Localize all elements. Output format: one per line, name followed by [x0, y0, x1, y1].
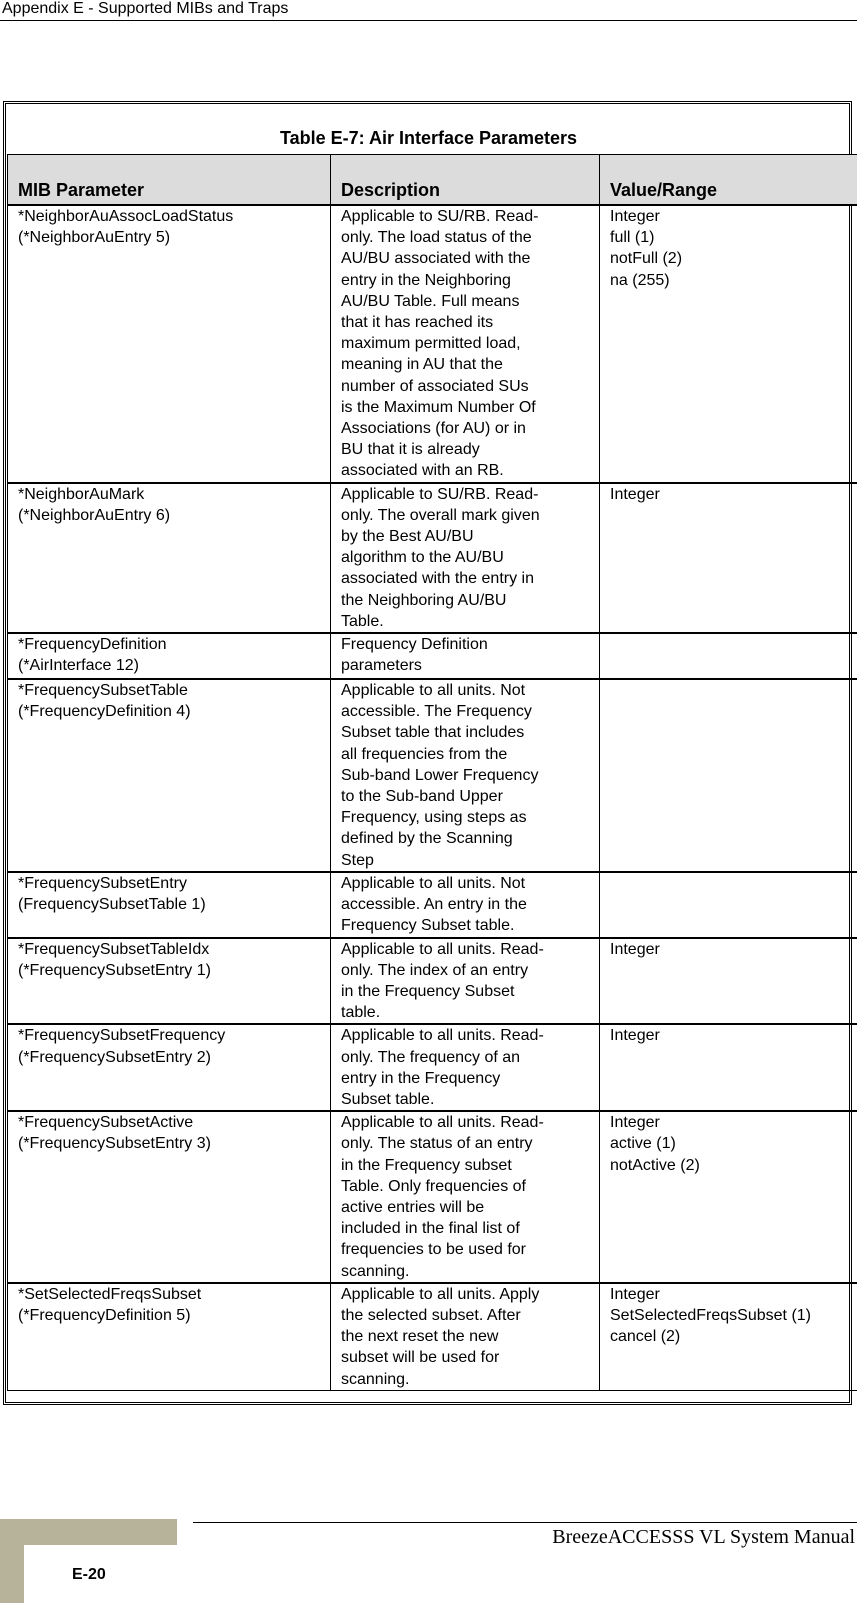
footer-rule	[193, 1522, 857, 1523]
value-range-line: notActive (2)	[610, 1156, 700, 1174]
description-line: Applicable to all units. Not	[341, 682, 526, 700]
description-line: meaning in AU that the	[341, 356, 503, 374]
description-line: AU/BU Table. Full means	[341, 292, 520, 310]
description-cell	[331, 1283, 600, 1391]
value-range-line: cancel (2)	[610, 1328, 681, 1346]
description-line: frequencies to be used for	[341, 1241, 527, 1259]
table-row	[8, 483, 857, 633]
description-line: Applicable to SU/RB. Read-	[341, 485, 539, 503]
value-range-cell	[600, 872, 857, 938]
mib-parameter-line: *FrequencyDefinition	[18, 636, 167, 654]
mib-parameter-line: (FrequencySubsetTable 1)	[18, 896, 206, 914]
description-line: only. The frequency of an	[341, 1048, 521, 1066]
value-range-line: Integer	[610, 1027, 660, 1045]
description-line: that it has reached its	[341, 314, 494, 332]
description-cell	[331, 205, 600, 483]
description-line: Applicable to all units. Not	[341, 874, 526, 892]
value-range-line: Integer	[610, 1285, 660, 1303]
description-line: included in the final list of	[341, 1220, 520, 1238]
mib-parameter-line: *FrequencySubsetFrequency	[18, 1027, 226, 1045]
value-range-cell	[600, 1283, 857, 1391]
description-line: the Neighboring AU/BU	[341, 591, 507, 609]
running-header: Appendix E - Supported MIBs and Traps	[0, 0, 857, 21]
description-line: in the Frequency Subset	[341, 982, 515, 1000]
table-row	[8, 1024, 857, 1111]
footer-accent-side	[0, 1545, 24, 1603]
value-range-line: notFull (2)	[610, 250, 683, 268]
description-line: scanning.	[341, 1370, 410, 1388]
description-line: to the Sub-band Upper	[341, 788, 503, 806]
description-line: only. The status of an entry	[341, 1135, 533, 1153]
description-line: parameters	[341, 657, 422, 675]
table-row	[8, 872, 857, 938]
description-line: only. The overall mark given	[341, 506, 540, 524]
value-range-line: active (1)	[610, 1135, 676, 1153]
mib-parameter-line: *SetSelectedFreqsSubset	[18, 1285, 202, 1303]
description-cell	[331, 872, 600, 938]
footer-manual-title: BreezeACCESSS VL System Manual	[552, 1526, 855, 1548]
description-line: entry in the Frequency	[341, 1069, 501, 1087]
column-header-description: Description	[331, 155, 600, 206]
value-range-line: Integer	[610, 208, 660, 225]
footer-page-number: E-20	[72, 1566, 106, 1583]
description-line: Applicable to all units. Read-	[341, 1027, 544, 1045]
description-line: Applicable to all units. Read-	[341, 940, 544, 958]
description-line: algorithm to the AU/BU	[341, 549, 504, 567]
description-line: Table. Only frequencies of	[341, 1177, 526, 1195]
value-range-line: Integer	[610, 940, 660, 958]
mib-parameter-line: (*FrequencySubsetEntry 3)	[18, 1135, 211, 1153]
table-body	[8, 205, 857, 1390]
mib-parameter-line: *FrequencySubsetTable	[18, 682, 188, 700]
description-line: only. The index of an entry	[341, 961, 529, 979]
description-line: maximum permitted load,	[341, 335, 521, 353]
description-line: Subset table.	[341, 1090, 435, 1108]
description-line: active entries will be	[341, 1198, 485, 1216]
mib-parameter-cell	[8, 1024, 331, 1111]
table-row	[8, 633, 857, 679]
description-line: Applicable to all units. Read-	[341, 1114, 544, 1132]
mib-parameter-line: *NeighborAuMark	[18, 485, 145, 503]
description-line: AU/BU associated with the	[341, 250, 531, 268]
description-line: accessible. An entry in the	[341, 896, 527, 914]
description-line: in the Frequency subset	[341, 1156, 512, 1174]
table-caption: Table E-7: Air Interface Parameters	[279, 128, 578, 148]
description-line: only. The load status of the	[341, 229, 532, 247]
mib-parameter-line: (*NeighborAuEntry 6)	[18, 506, 171, 524]
description-line: defined by the Scanning	[341, 830, 513, 848]
value-range-cell	[600, 1024, 857, 1111]
table-row	[8, 679, 857, 872]
footer-accent-bar	[0, 1519, 177, 1545]
column-header-mib-parameter: MIB Parameter	[8, 155, 331, 206]
description-line: the selected subset. After	[341, 1306, 521, 1324]
mib-parameter-line: (*FrequencyDefinition 4)	[18, 703, 191, 721]
description-line: by the Best AU/BU	[341, 528, 474, 546]
value-range-cell	[600, 483, 857, 633]
description-cell	[331, 679, 600, 872]
description-line: associated with the entry in	[341, 570, 534, 588]
description-cell	[331, 633, 600, 679]
description-line: Table.	[341, 612, 384, 630]
value-range-line: Integer	[610, 1114, 660, 1132]
table-row	[8, 1111, 857, 1283]
description-line: the next reset the new	[341, 1328, 499, 1346]
mib-parameter-line: *NeighborAuAssocLoadStatus	[18, 208, 234, 225]
value-range-cell	[600, 938, 857, 1025]
mib-parameter-line: (*NeighborAuEntry 5)	[18, 229, 171, 247]
value-range-cell	[600, 679, 857, 872]
description-line: BU that it is already	[341, 441, 480, 459]
description-cell	[331, 938, 600, 1025]
value-range-line: na (255)	[610, 271, 670, 289]
description-line: entry in the Neighboring	[341, 271, 511, 289]
mib-parameter-line: (*FrequencySubsetEntry 1)	[18, 961, 211, 979]
column-header-value-range: Value/Range	[600, 155, 857, 206]
value-range-line: SetSelectedFreqsSubset (1)	[610, 1306, 811, 1324]
description-cell	[331, 483, 600, 633]
value-range-cell	[600, 1111, 857, 1283]
description-cell	[331, 1024, 600, 1111]
description-line: Subset table that includes	[341, 724, 525, 742]
mib-parameter-cell	[8, 872, 331, 938]
mib-parameter-cell	[8, 205, 331, 483]
description-cell	[331, 1111, 600, 1283]
description-line: table.	[341, 1004, 381, 1022]
value-range-cell	[600, 633, 857, 679]
mib-parameter-line: (*FrequencySubsetEntry 2)	[18, 1048, 211, 1066]
description-line: Frequency Subset table.	[341, 917, 515, 935]
description-line: all frequencies from the	[341, 745, 508, 763]
table-row	[8, 938, 857, 1025]
description-line: scanning.	[341, 1262, 410, 1280]
value-range-line: Integer	[610, 485, 660, 503]
description-line: Step	[341, 851, 374, 869]
value-range-cell	[600, 205, 857, 483]
mib-parameter-line: *FrequencySubsetActive	[18, 1114, 194, 1132]
mib-parameter-cell	[8, 1283, 331, 1391]
value-range-line: full (1)	[610, 229, 655, 247]
description-line: Associations (for AU) or in	[341, 420, 526, 438]
mib-parameter-cell	[8, 633, 331, 679]
description-line: Applicable to SU/RB. Read-	[341, 208, 539, 225]
mib-parameter-cell	[8, 483, 331, 633]
description-line: Sub-band Lower Frequency	[341, 766, 539, 784]
table-row	[8, 1283, 857, 1391]
mib-parameter-cell	[8, 938, 331, 1025]
table-header-row	[8, 155, 857, 206]
mib-parameter-cell	[8, 1111, 331, 1283]
description-line: number of associated SUs	[341, 377, 529, 395]
description-line: Frequency Definition	[341, 636, 488, 654]
description-line: is the Maximum Number Of	[341, 398, 536, 416]
description-line: Applicable to all units. Apply	[341, 1285, 540, 1303]
description-line: accessible. The Frequency	[341, 703, 532, 721]
description-line: subset will be used for	[341, 1349, 500, 1367]
description-line: Frequency, using steps as	[341, 809, 527, 827]
mib-parameter-line: (*AirInterface 12)	[18, 657, 139, 675]
mib-parameter-line: *FrequencySubsetTableIdx	[18, 940, 210, 958]
mib-parameter-line: (*FrequencyDefinition 5)	[18, 1306, 191, 1324]
air-interface-parameters-table	[7, 154, 857, 1391]
mib-parameter-line: *FrequencySubsetEntry	[18, 874, 187, 892]
mib-parameter-cell	[8, 679, 331, 872]
table-row	[8, 205, 857, 483]
description-line: associated with an RB.	[341, 462, 504, 480]
